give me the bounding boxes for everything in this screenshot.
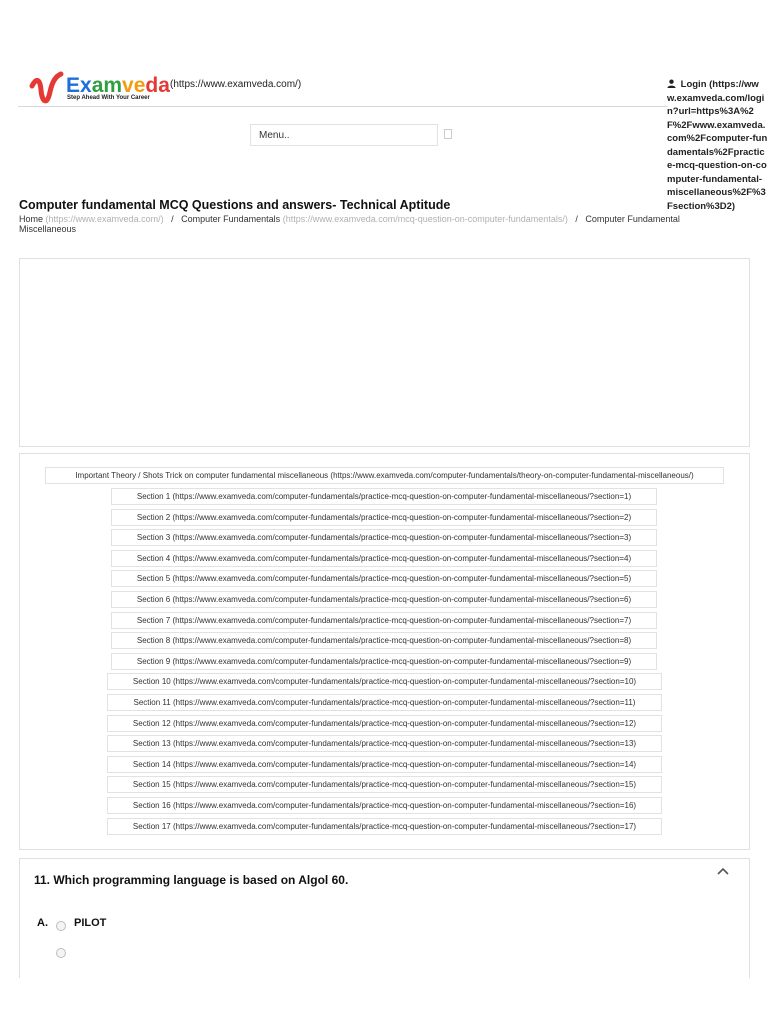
section-link-button[interactable]: Section 15 (https://www.examveda.com/computer-fundamentals/practice-mcq-question-on-computer-fundamental-miscellaneous/?section=15): [107, 776, 662, 793]
chevron-up-icon[interactable]: [716, 866, 730, 876]
examveda-logo[interactable]: [28, 68, 170, 108]
theory-link-button[interactable]: Important Theory / Shots Trick on computer fundamental miscellaneous (https://www.examveda.com/computer-fundamentals/theory-on-computer-fundamental-miscellaneous/): [45, 467, 724, 484]
section-link-button[interactable]: Section 7 (https://www.examveda.com/computer-fundamentals/practice-mcq-question-on-computer-fundamental-miscellaneous/?section=7): [111, 612, 657, 629]
section-link-button[interactable]: Section 1 (https://www.examveda.com/computer-fundamentals/practice-mcq-question-on-computer-fundamental-miscellaneous/?section=1): [111, 488, 657, 505]
svg-text:Examveda: Examveda: [66, 74, 170, 97]
breadcrumb-separator: /: [171, 214, 174, 224]
login-url: (https://www.examveda.com/login?url=https%3A%2F%2Fwww.examveda.com%2Fcomputer-fundamentals%2Fpractice-mcq-question-on-computer-fundamental-miscellaneous%2F%3Fsection%3D2): [667, 79, 768, 212]
login-link[interactable]: [667, 78, 768, 213]
page-title: Computer fundamental MCQ Questions and answers- Technical Aptitude: [19, 198, 451, 212]
user-icon: [667, 79, 676, 88]
section-link-button[interactable]: Section 2 (https://www.examveda.com/computer-fundamentals/practice-mcq-question-on-computer-fundamental-miscellaneous/?section=2): [111, 509, 657, 526]
section-link-button[interactable]: Section 8 (https://www.examveda.com/computer-fundamentals/practice-mcq-question-on-computer-fundamental-miscellaneous/?section=8): [111, 632, 657, 649]
breadcrumb-category-url[interactable]: (https://www.examveda.com/mcq-question-on-computer-fundamentals/): [282, 214, 568, 224]
option-a-radio[interactable]: [56, 921, 66, 931]
section-link-button[interactable]: Section 16 (https://www.examveda.com/computer-fundamentals/practice-mcq-question-on-computer-fundamental-miscellaneous/?section=16): [107, 797, 662, 814]
breadcrumb-category[interactable]: Computer Fundamentals: [181, 214, 281, 224]
section-link-button[interactable]: Section 12 (https://www.examveda.com/computer-fundamentals/practice-mcq-question-on-computer-fundamental-miscellaneous/?section=12): [107, 715, 662, 732]
section-link-button[interactable]: Section 13 (https://www.examveda.com/computer-fundamentals/practice-mcq-question-on-computer-fundamental-miscellaneous/?section=13): [107, 735, 662, 752]
section-link-button[interactable]: Section 3 (https://www.examveda.com/computer-fundamentals/practice-mcq-question-on-computer-fundamental-miscellaneous/?section=3): [111, 529, 657, 546]
menu-label: Menu..: [259, 130, 290, 141]
breadcrumb-current: Computer Fundamental Miscellaneous: [19, 214, 680, 234]
section-link-button[interactable]: Section 4 (https://www.examveda.com/computer-fundamentals/practice-mcq-question-on-computer-fundamental-miscellaneous/?section=4): [111, 550, 657, 567]
section-link-button[interactable]: Section 5 (https://www.examveda.com/computer-fundamentals/practice-mcq-question-on-computer-fundamental-miscellaneous/?section=5): [111, 570, 657, 587]
svg-text:Step Ahead With Your Career: Step Ahead With Your Career: [67, 95, 150, 101]
ad-placeholder: [19, 258, 750, 447]
menu-dropdown-icon[interactable]: [444, 129, 452, 139]
menu-select[interactable]: [250, 124, 438, 146]
section-link-button[interactable]: Section 17 (https://www.examveda.com/computer-fundamentals/practice-mcq-question-on-computer-fundamental-miscellaneous/?section=17): [107, 818, 662, 835]
section-link-button[interactable]: Section 11 (https://www.examveda.com/computer-fundamentals/practice-mcq-question-on-computer-fundamental-miscellaneous/?section=11): [107, 694, 662, 711]
section-link-button[interactable]: Section 14 (https://www.examveda.com/computer-fundamentals/practice-mcq-question-on-computer-fundamental-miscellaneous/?section=14): [107, 756, 662, 773]
section-link-button[interactable]: Section 9 (https://www.examveda.com/computer-fundamentals/practice-mcq-question-on-computer-fundamental-miscellaneous/?section=9): [111, 653, 657, 670]
header-divider: [18, 106, 668, 107]
option-b-radio[interactable]: [56, 948, 66, 958]
section-link-button[interactable]: Section 10 (https://www.examveda.com/computer-fundamentals/practice-mcq-question-on-computer-fundamental-miscellaneous/?section=10): [107, 673, 662, 690]
login-label: Login: [680, 79, 707, 90]
option-a-letter: A.: [37, 917, 48, 929]
question-text: 11. Which programming language is based on Algol 60.: [34, 873, 349, 887]
breadcrumb: [19, 214, 739, 234]
logo-url[interactable]: (https://www.examveda.com/): [170, 79, 302, 90]
breadcrumb-separator: /: [575, 214, 578, 224]
option-a-text: PILOT: [74, 917, 107, 929]
breadcrumb-home[interactable]: Home: [19, 214, 44, 224]
section-link-button[interactable]: Section 6 (https://www.examveda.com/computer-fundamentals/practice-mcq-question-on-computer-fundamental-miscellaneous/?section=6): [111, 591, 657, 608]
breadcrumb-home-url[interactable]: (https://www.examveda.com/): [45, 214, 164, 224]
